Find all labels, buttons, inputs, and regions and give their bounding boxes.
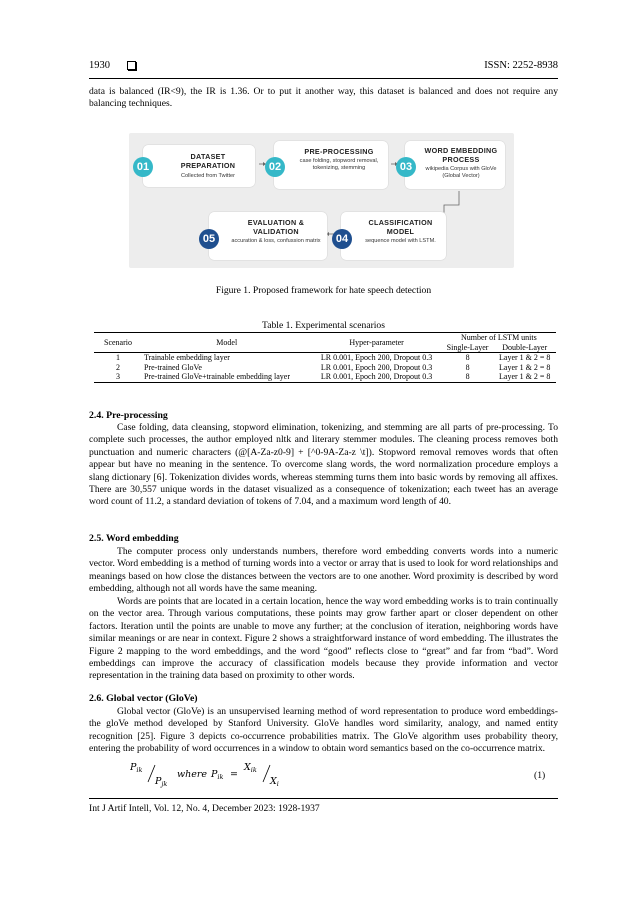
- step-number-badge: 01: [133, 157, 153, 177]
- cell-double: Layer 1 & 2 = 8: [499, 353, 551, 363]
- col-lstm-group: Number of LSTM units: [442, 333, 556, 343]
- section-heading-word-embedding: 2.5. Word embedding: [89, 533, 179, 544]
- intro-paragraph: data is balanced (IR<9), the IR is 1.36. Or to put it another way, this dataset is balanced and does not require any balancing techniques.: [89, 86, 558, 110]
- cell-model: Pre-trained GloVe: [144, 362, 202, 372]
- table-row: [94, 353, 556, 363]
- cell-scenario: 2: [116, 362, 120, 372]
- cell-scenario: 1: [116, 353, 120, 363]
- cell-model: Trainable embedding layer: [144, 353, 230, 363]
- equation: [130, 760, 330, 795]
- paragraph: Global vector (GloVe) is an unsupervised learning method of word representation to produce word embeddings-the gloVe method developed by Stanford University. GloVe handles word similarity, analogy, and named entity recognition [25]. Figure 3 depicts co-occurrence probabilities matrix. The GloVe algorithm uses probability theory, entering the probability of word occurrences in a window to obtain word semantics based on the co-occurrence matrix.: [89, 706, 558, 755]
- square-icon: [127, 61, 136, 70]
- scenarios-table: [94, 332, 556, 383]
- header-rule: [89, 78, 558, 79]
- cell-hyper: LR 0.001, Epoch 200, Dropout 0.3: [311, 372, 441, 382]
- col-model: Model: [142, 333, 311, 353]
- page-number: 1930: [89, 60, 110, 71]
- paragraph: Words are points that are located in a certain location, hence the way word embedding works is to train continually on the vector area. Through various computations, these points may grow farther apart or closer dependent on other factors. Iteration until the points are unable to move any further; at the conclusion of iteration, neighboring words have similar meanings or are near in context. Figure 2 shows a straightforward instance of word embedding. The illustrates the Figure 2 mapping to the word embeddings, and the word “good” reflects close to “great” and far from “bad”. Word embeddings can improve the accuracy of classification models because they provide information and vector representation in the training data based on proximity to other words.: [89, 596, 558, 682]
- framework-figure: [129, 133, 514, 268]
- svg-text:Pjk: $P_{jk}$: [155, 776, 168, 788]
- svg-text:Pik: $P_{ik}$: [211, 769, 224, 781]
- figure-caption: Figure 1. Proposed framework for hate speech detection: [215, 285, 432, 296]
- step-title: DATASET PREPARATION: [180, 152, 236, 170]
- issn: ISSN: 2252-8938: [484, 60, 558, 71]
- step-desc: Collected from Twitter: [181, 173, 235, 179]
- page-header: [89, 60, 558, 80]
- step-desc: accuration & loss, confussion matrix: [231, 238, 321, 244]
- equation-graphic: [130, 760, 330, 792]
- cell-model: Pre-trained GloVe+trainable embedding layer: [142, 372, 311, 382]
- step-desc: sequence model with LSTM.: [365, 238, 436, 244]
- paragraph: The computer process only understands numbers, therefore word embedding converts words into a numeric vector. Word embedding is a method of turning words into a vector or array that is used to look for word relationships and meanings based on how close the distances between the vectors are to one another. Word proximity is described by word embedding, although not all words have the same meaning.: [89, 546, 558, 595]
- page-footer: Int J Artif Intell, Vol. 12, No. 4, December 2023: 1928-1937: [89, 803, 320, 814]
- svg-text:where: where: [177, 769, 208, 780]
- col-scenario: Scenario: [94, 333, 142, 353]
- svg-text:Xik: $X_{ik}$: [244, 762, 257, 774]
- step-number-badge: 05: [199, 229, 219, 249]
- cell-double: Layer 1 & 2 = 8: [499, 362, 551, 372]
- footer-rule: [89, 798, 558, 799]
- section-heading-glove: 2.6. Global vector (GloVe): [89, 693, 198, 704]
- step-title: CLASSIFICATION MODEL: [368, 218, 433, 236]
- step-title: EVALUATION & VALIDATION: [247, 218, 305, 236]
- step-card-classification-model: [341, 212, 446, 260]
- step-desc: wikipedia Corpus with GloVe (Global Vector): [425, 166, 497, 180]
- cell-hyper: LR 0.001, Epoch 200, Dropout 0.3: [320, 362, 433, 372]
- equation-number: (1): [534, 770, 546, 781]
- step-title: PRE-PROCESSING: [304, 147, 374, 156]
- cell-hyper: LR 0.001, Epoch 200, Dropout 0.3: [320, 353, 433, 363]
- step-card-dataset-preparation: [143, 145, 255, 187]
- step-title: WORD EMBEDDING PROCESS: [424, 146, 498, 164]
- table-row: [94, 363, 556, 373]
- svg-text:Pik: $P_{ik}$: [130, 762, 143, 774]
- step-number-badge: 02: [265, 157, 285, 177]
- step-desc: case folding, stopword removal, tokenizing, stemming: [299, 158, 379, 172]
- col-hyper: Hyper-parameter: [311, 333, 441, 353]
- table-caption: Table 1. Experimental scenarios: [262, 320, 385, 331]
- step-number-badge: 04: [332, 229, 352, 249]
- col-double: Double-Layer: [493, 343, 556, 353]
- svg-text:=: =: [230, 769, 238, 780]
- cell-single: 8: [465, 353, 470, 363]
- paragraph: Case folding, data cleansing, stopword elimination, tokenizing, and stemming are all parts of pre-processing. To complete such processes, the author employed nltk and literary stemmer modules. The cleaning process removes both punctuation and numeric characters (@[A-Za-z0-9] + [^0-9A-Za-z \t]). Stopword removal removes words that often appear but have no meaning in the sentence. To overcome slang words, the word normalization procedure employs a slang dictionary [6]. Tokenization divides words, whereas stemming turns them into basic words by removing all affixes. There are 30,557 unique words in the dataset visualized as a consequence of tokenization; each tweet has an average word count of 11.2, a standard deviation of tokens of 7.04, and a maximum word length of 40.: [89, 422, 558, 508]
- cell-single: 8: [465, 362, 470, 372]
- col-single: Single-Layer: [442, 343, 494, 353]
- cell-double: Layer 1 & 2 = 8: [493, 372, 556, 382]
- step-card-word-embedding: [405, 141, 505, 189]
- svg-text:Xi: $X_i$: [270, 776, 279, 788]
- table-row: [94, 372, 556, 382]
- cell-scenario: 3: [94, 372, 142, 382]
- cell-single: 8: [442, 372, 494, 382]
- step-card-evaluation-validation: [209, 212, 327, 260]
- step-number-badge: 03: [396, 157, 416, 177]
- step-card-pre-processing: [274, 141, 388, 189]
- section-heading-pre-processing: 2.4. Pre-processing: [89, 410, 168, 421]
